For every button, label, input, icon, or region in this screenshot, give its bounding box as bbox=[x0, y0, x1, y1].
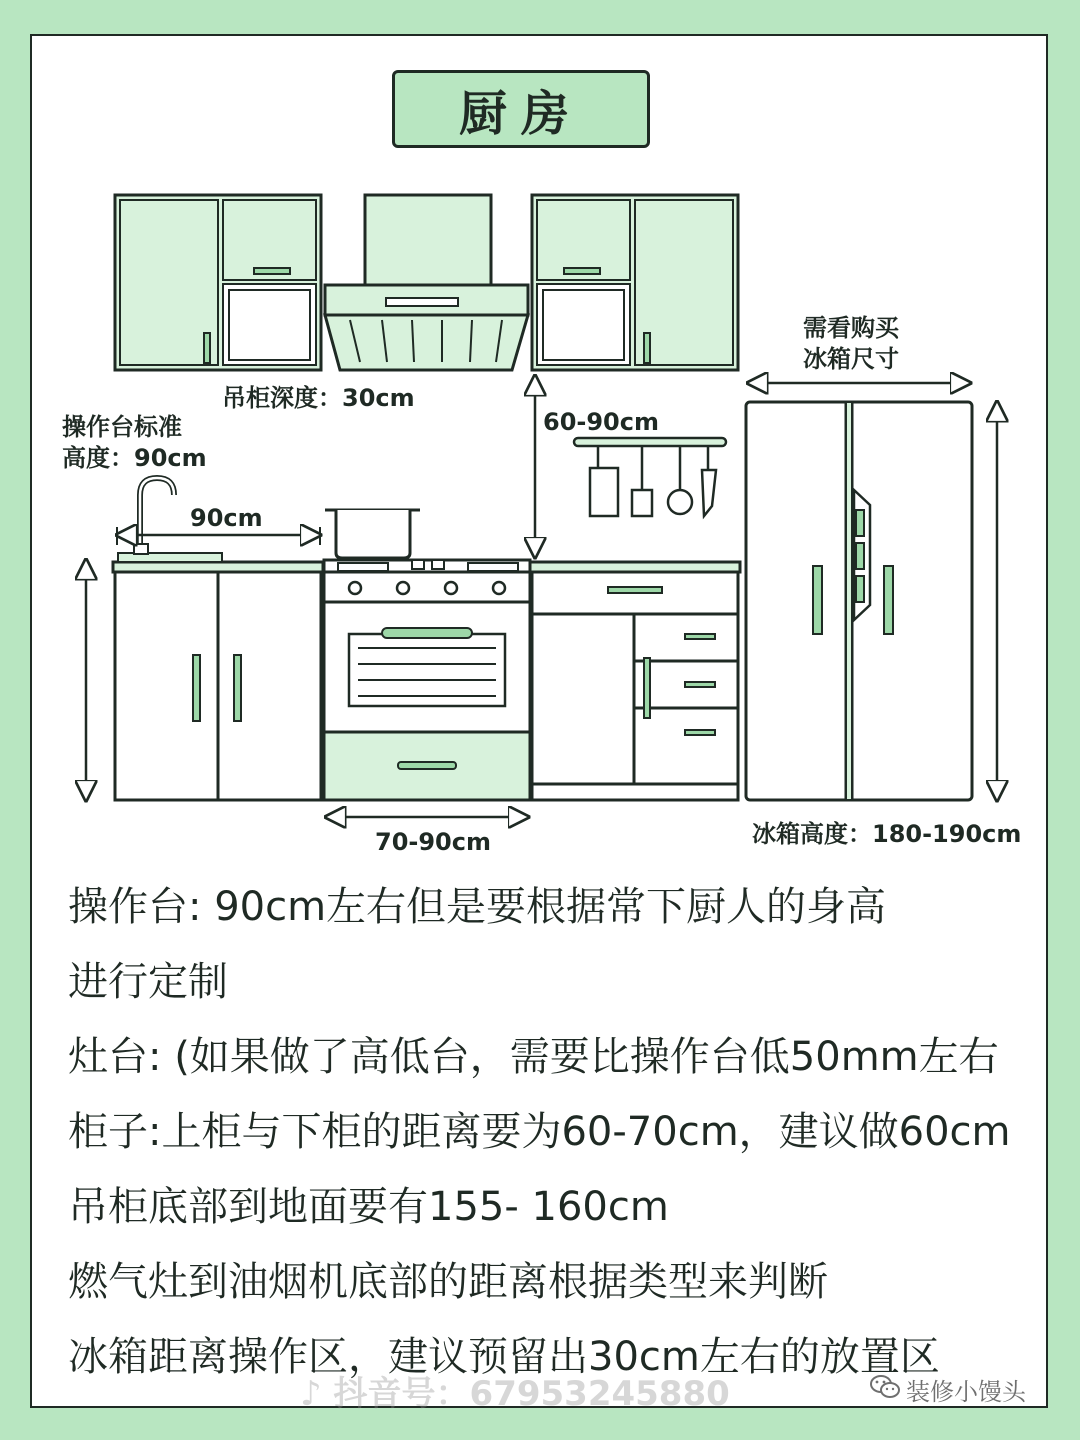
account-name: 装修小馒头 bbox=[906, 1378, 1026, 1406]
note-line: 柜子:上柜与下柜的距离要为60-70cm，建议做60cm bbox=[68, 1109, 1011, 1155]
page-title: 厨房 bbox=[392, 70, 650, 148]
gap-height-label: 60-90cm bbox=[543, 408, 659, 436]
counter-standard-label-line2: 高度：90cm bbox=[62, 444, 207, 472]
douyin-logo-icon: ♪ bbox=[300, 1374, 322, 1414]
note-line: 冰箱距离操作区，建议预留出30cm左右的放置区 bbox=[68, 1334, 940, 1380]
note-line: 灶台: (如果做了高低台，需要比操作台低50mm左右 bbox=[68, 1034, 999, 1080]
stove-oven bbox=[324, 510, 530, 800]
douyin-id: 抖音号：67953245880 bbox=[333, 1374, 730, 1414]
note-line: 吊柜底部到地面要有155- 160cm bbox=[68, 1184, 669, 1230]
left-wall-cabinet bbox=[115, 195, 321, 370]
range-hood bbox=[325, 195, 528, 370]
wall-cabinet-depth-label: 吊柜深度：30cm bbox=[222, 384, 415, 412]
wechat-icon bbox=[870, 1374, 900, 1406]
fridge-note-line1: 需看购买 bbox=[803, 314, 899, 342]
sink-width-label: 90cm bbox=[190, 504, 263, 532]
fridge-height-label: 冰箱高度：180-190cm bbox=[752, 820, 1022, 848]
notes-list bbox=[68, 870, 1038, 1395]
right-wall-cabinet bbox=[532, 195, 738, 370]
douyin-watermark bbox=[300, 1366, 730, 1415]
note-line: 操作台: 90cm左右但是要根据常下厨人的身高 bbox=[68, 884, 887, 930]
note-line: 燃气灶到油烟机底部的距离根据类型来判断 bbox=[68, 1259, 828, 1305]
stove-width-label: 70-90cm bbox=[375, 828, 491, 856]
note-line: 进行定制 bbox=[68, 959, 228, 1005]
fridge-note-line2: 冰箱尺寸 bbox=[803, 345, 899, 373]
refrigerator bbox=[746, 402, 972, 800]
account-watermark bbox=[870, 1372, 1026, 1407]
drawer-cabinet bbox=[530, 562, 740, 800]
counter-standard-label-line1: 操作台标准 bbox=[62, 413, 182, 441]
utensil-rack bbox=[574, 438, 726, 516]
